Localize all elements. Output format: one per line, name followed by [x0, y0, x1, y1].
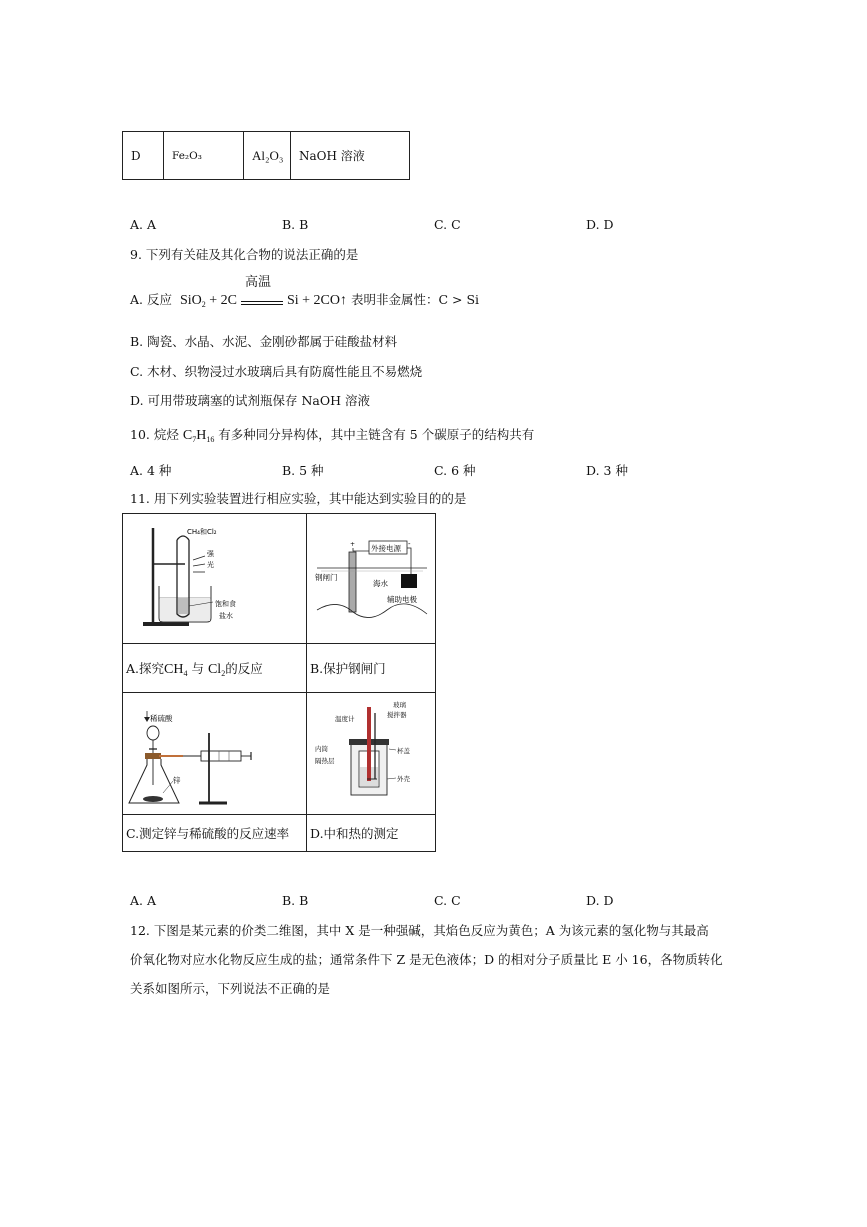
q10-stem	[130, 426, 534, 449]
fig-a-caption-post: 的反应	[225, 660, 263, 676]
q10-stem-pre: 10. 烷烃	[130, 427, 179, 442]
q11-figure-table	[122, 513, 436, 852]
fig-c-cell	[123, 693, 307, 815]
q12-line-3: 关系如图所示，下列说法不正确的是	[130, 981, 331, 996]
fig-d-stir-label-1: 玻璃	[393, 701, 406, 709]
q10-option-b: B. 5 种	[282, 463, 324, 478]
q11-option-d: D. D	[586, 893, 614, 908]
q10-formula: $C_7H_{16}$	[182, 428, 215, 444]
fig-b-apparatus	[307, 514, 435, 640]
q9-products: Si + 2CO↑	[286, 293, 347, 308]
q10-option-c: C. 6 种	[434, 463, 476, 478]
q10-option-a: A. 4 种	[130, 463, 172, 478]
fig-d-lid-label: 杯盖	[397, 747, 410, 755]
fig-a-caption: A.探究$CH_4$ 与 $Cl_2$的反应	[123, 644, 307, 693]
q9-option-c: C. 木材、织物浸过水玻璃后具有防腐性能且不易燃烧	[130, 364, 423, 379]
q11-option-a: A. A	[130, 893, 157, 908]
fig-b-plus: +	[350, 541, 356, 548]
fig-d-thermo-label: 温度计	[335, 715, 355, 723]
fig-b-power-label: 外接电源	[371, 544, 401, 553]
fig-b-minus: -	[408, 540, 411, 548]
fig-b-sea-label: 海水	[373, 579, 388, 588]
fig-c-caption: C.测定锌与稀硫酸的反应速率	[123, 815, 307, 852]
fig-a-light-label-1: 强	[207, 550, 214, 558]
fig-d-inner-label: 内筒	[315, 745, 328, 753]
table-cell-label: D	[123, 132, 164, 180]
q10-option-d: D. 3 种	[586, 463, 628, 478]
q12-line-2: 价氧化物对应水化物反应生成的盐；通常条件下 Z 是无色液体；D 的相对分子质量比 E 小 16，各物质转化	[130, 952, 723, 967]
q11-stem: 11. 用下列实验装置进行相应实验，其中能达到实验目的的是	[130, 491, 467, 506]
q12-line-1: 12. 下图是某元素的价类二维图，其中 X 是一种强碱，其焰色反应为黄色；A 为该元素的氢化物与其最高	[130, 923, 709, 938]
fig-d-apparatus	[307, 693, 435, 811]
fig-a-cell	[123, 514, 307, 644]
fig-a-caption-pre: A.探究	[126, 660, 165, 676]
q8-option-a: A. A	[130, 217, 157, 232]
fig-a-gas-label: CH₄和Cl₂	[187, 528, 217, 536]
table-row	[123, 132, 410, 180]
fig-a-apparatus	[123, 514, 306, 640]
q9-option-a	[130, 274, 480, 314]
table-cell-col3: NaOH 溶液	[291, 132, 410, 180]
q9-option-a-prefix: A. 反应	[130, 292, 172, 307]
fig-b-gate-label: 钢闸门	[315, 573, 338, 582]
q9-reactants: SiO$_2$ + 2C	[179, 293, 237, 309]
q8-table	[122, 131, 410, 180]
fig-b-aux-label: 辅助电极	[387, 595, 417, 604]
fig-a-salt-label-2: 盐水	[219, 612, 233, 620]
fig-a-salt-label-1: 饱和食	[215, 600, 236, 608]
fig-b-caption: B.保护钢闸门	[307, 644, 436, 693]
q9-stem: 9. 下列有关硅及其化合物的说法正确的是	[130, 247, 359, 262]
q11-option-c: C. C	[434, 893, 461, 908]
fig-d-shell-label: 外壳	[397, 775, 410, 783]
fig-a-light-label-2: 光	[207, 561, 214, 569]
fig-c-apparatus	[123, 693, 306, 811]
fig-c-acid-label: 稀硫酸	[150, 714, 173, 723]
q8-option-b: B. B	[282, 217, 309, 232]
table-cell-col1: Fe₂O₃	[164, 132, 244, 180]
fig-a-caption-mid: 与	[191, 660, 204, 676]
q9-option-b: B. 陶瓷、水晶、水泥、金刚砂都属于硅酸盐材料	[130, 334, 398, 349]
q9-condition: 高温	[244, 274, 271, 290]
q9-option-d: D. 可用带玻璃塞的试剂瓶保存 NaOH 溶液	[130, 393, 371, 408]
q9-option-a-suffix: 表明非金属性：C > Si	[350, 292, 480, 307]
fig-d-cell	[307, 693, 436, 815]
fig-d-insul-label: 隔热层	[315, 757, 335, 765]
q10-stem-post: 有多种同分异构体，其中主链含有 5 个碳原子的结构共有	[218, 427, 535, 442]
q8-option-c: C. C	[434, 217, 461, 232]
q9-condition-arrow	[241, 274, 283, 310]
q8-option-d: D. D	[586, 217, 614, 232]
fig-b-cell	[307, 514, 436, 644]
table-cell-col2: Al₂O₃	[244, 132, 291, 180]
fig-d-caption: D.中和热的测定	[307, 815, 436, 852]
fig-c-zinc-label: 锌	[173, 776, 181, 785]
q11-option-b: B. B	[282, 893, 309, 908]
fig-d-stir-label-2: 搅拌器	[387, 711, 407, 719]
